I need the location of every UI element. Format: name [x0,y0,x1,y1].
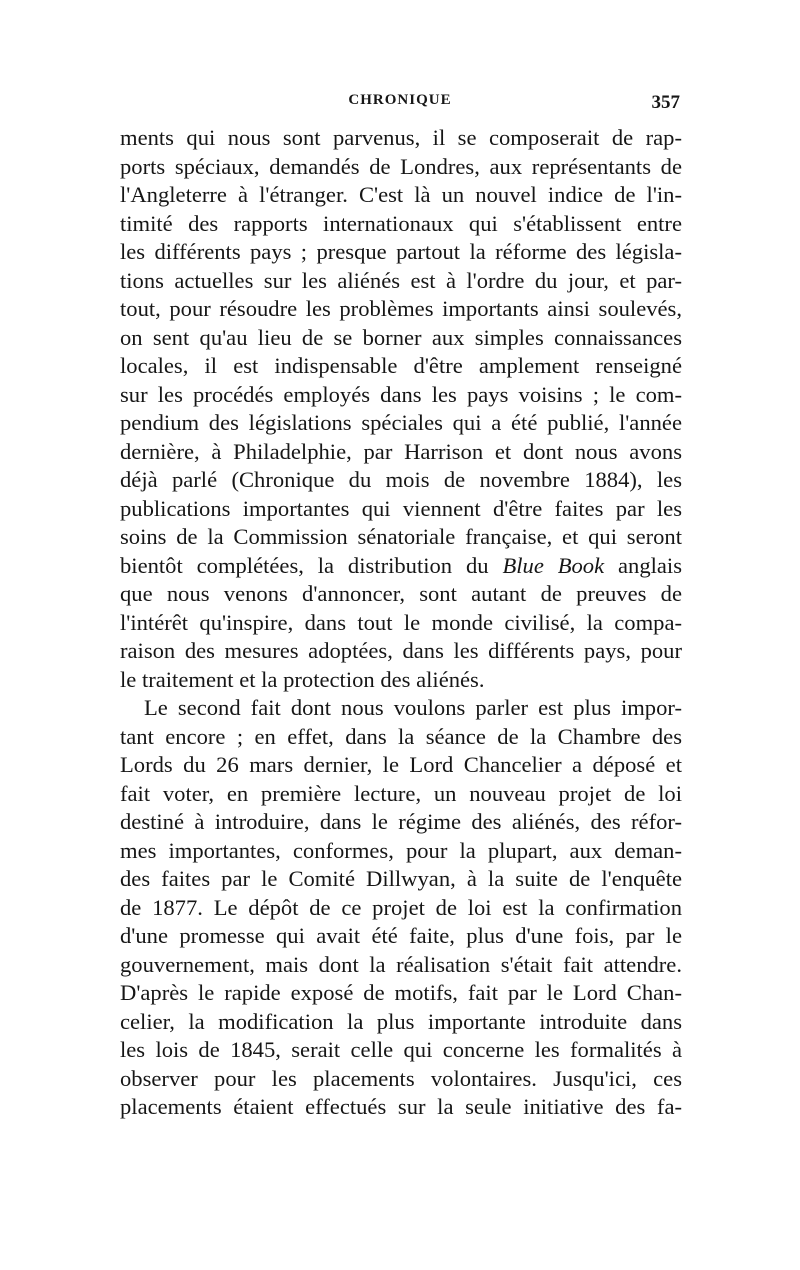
paragraph-1 [120,124,682,694]
text-line: les différents pays ; presque partout la réforme des législa- [120,239,682,264]
line-start: bientôt complétées, la distribution du [120,552,503,578]
text-line: gouvernement, mais dont la réalisation s'était fait attendre. [120,951,682,977]
text-line: l'Angleterre à l'étranger. C'est là un nouvel indice de l'in- [120,182,682,207]
text-line: celier, la modification la plus importante introduite dans [120,1008,682,1034]
text-line: destiné à introduire, dans le régime des aliénés, des réfor- [120,809,682,834]
text-line: Le second fait dont nous voulons parler est plus impor- [144,695,682,720]
text-line: que nous venons d'annoncer, sont autant de preuves de [120,581,682,606]
text-line: tant encore ; en effet, dans la séance de la Chambre des [120,723,682,749]
text-line: l'intérêt qu'inspire, dans tout le monde civilisé, la compa- [120,609,682,635]
text-line: mes importantes, conformes, pour la plupart, aux deman- [120,837,682,863]
text-line: on sent qu'au lieu de se borner aux simples connaissances [120,324,682,350]
text-line: pendium des législations spéciales qui a été publié, l'année [120,410,682,435]
text-line: publications importantes qui viennent d'être faites par les [120,495,682,521]
text-line: timité des rapports internationaux qui s'établissent entre [120,210,682,236]
text-line: observer pour les placements volontaires. Jusqu'ici, ces [120,1065,682,1091]
text-line: dernière, à Philadelphie, par Harrison et dont nous avons [120,438,682,464]
text-line: déjà parlé (Chronique du mois de novembre 1884), les [120,467,682,492]
paragraph-2 [120,694,682,1122]
text-line: fait voter, en première lecture, un nouveau projet de loi [120,780,682,806]
text-line: soins de la Commission sénatoriale française, et qui seront [120,524,682,549]
page-number: 357 [651,92,680,113]
italic-title: Blue Book [502,552,605,578]
text-line: locales, il est indispensable d'être amplement renseigné [120,353,682,378]
text-line: sur les procédés employés dans les pays voisins ; le com- [120,381,682,407]
text-line: tions actuelles sur les aliénés est à l'ordre du jour, et par- [120,267,682,293]
text-line-with-italic [120,552,682,581]
text-line: ports spéciaux, demandés de Londres, aux représentants de [120,153,682,179]
text-line: D'après le rapide exposé de motifs, fait par le Lord Chan- [120,980,682,1005]
text-line: d'une promesse qui avait été faite, plus d'une fois, par le [120,923,682,948]
text-line: les lois de 1845, serait celle qui concerne les formalités à [120,1037,682,1062]
text-line: des faites par le Comité Dillwyan, à la suite de l'enquête [120,866,682,891]
text-line: de 1877. Le dépôt de ce projet de loi est la confirmation [120,894,682,920]
body-text [120,124,682,1122]
text-line: raison des mesures adoptées, dans les différents pays, pour [120,638,682,663]
line-end: anglais [604,552,682,578]
running-head [120,92,680,120]
text-line: Lords du 26 mars dernier, le Lord Chancelier a déposé et [120,752,682,777]
running-title: CHRONIQUE [348,92,452,108]
text-line: tout, pour résoudre les problèmes importants ainsi soulevés, [120,296,682,321]
text-line: ments qui nous sont parvenus, il se composerait de rap- [120,125,682,150]
text-line: placements étaient effectués sur la seule initiative des fa- [120,1094,682,1119]
text-line: le traitement et la protection des aliénés. [120,666,485,692]
